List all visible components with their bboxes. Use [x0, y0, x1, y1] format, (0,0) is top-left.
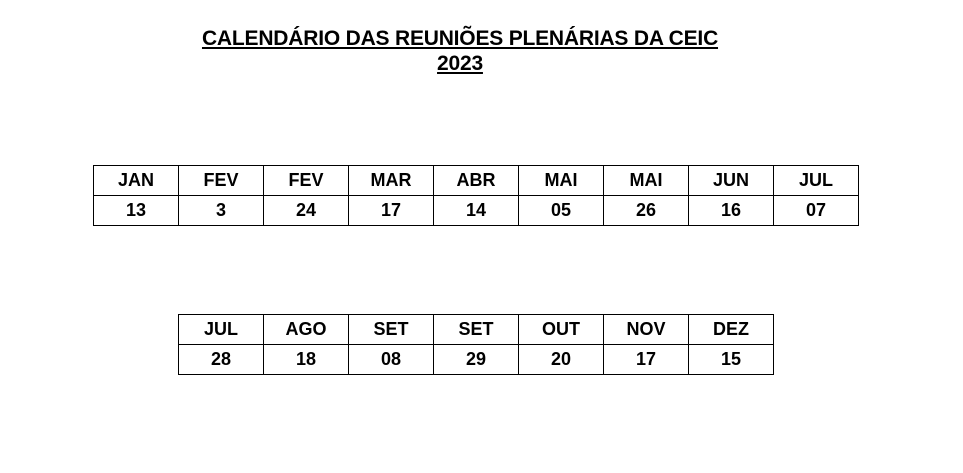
month-cell: SET — [434, 315, 519, 345]
day-cell: 16 — [689, 196, 774, 226]
day-cell: 3 — [179, 196, 264, 226]
month-cell: JUL — [179, 315, 264, 345]
month-cell: SET — [349, 315, 434, 345]
month-cell: MAI — [604, 166, 689, 196]
month-cell: ABR — [434, 166, 519, 196]
month-cell: OUT — [519, 315, 604, 345]
title-line-1: CALENDÁRIO DAS REUNIÕES PLENÁRIAS DA CEIC — [201, 27, 719, 50]
days-row — [179, 345, 774, 375]
day-cell: 17 — [349, 196, 434, 226]
days-row — [94, 196, 859, 226]
day-cell: 29 — [434, 345, 519, 375]
meeting-dates-table-2 — [178, 314, 774, 375]
month-cell: MAI — [519, 166, 604, 196]
day-cell: 07 — [774, 196, 859, 226]
month-cell: DEZ — [689, 315, 774, 345]
meeting-dates-table-1 — [93, 165, 859, 226]
day-cell: 15 — [689, 345, 774, 375]
month-cell: NOV — [604, 315, 689, 345]
month-cell: FEV — [264, 166, 349, 196]
day-cell: 14 — [434, 196, 519, 226]
day-cell: 26 — [604, 196, 689, 226]
day-cell: 13 — [94, 196, 179, 226]
day-cell: 24 — [264, 196, 349, 226]
document-title — [185, 26, 735, 76]
day-cell: 20 — [519, 345, 604, 375]
month-cell: AGO — [264, 315, 349, 345]
day-cell: 05 — [519, 196, 604, 226]
day-cell: 18 — [264, 345, 349, 375]
months-row — [94, 166, 859, 196]
day-cell: 08 — [349, 345, 434, 375]
month-cell: JAN — [94, 166, 179, 196]
month-cell: MAR — [349, 166, 434, 196]
day-cell: 28 — [179, 345, 264, 375]
month-cell: JUL — [774, 166, 859, 196]
title-line-2-year: 2023 — [437, 52, 483, 75]
month-cell: FEV — [179, 166, 264, 196]
months-row — [179, 315, 774, 345]
day-cell: 17 — [604, 345, 689, 375]
month-cell: JUN — [689, 166, 774, 196]
